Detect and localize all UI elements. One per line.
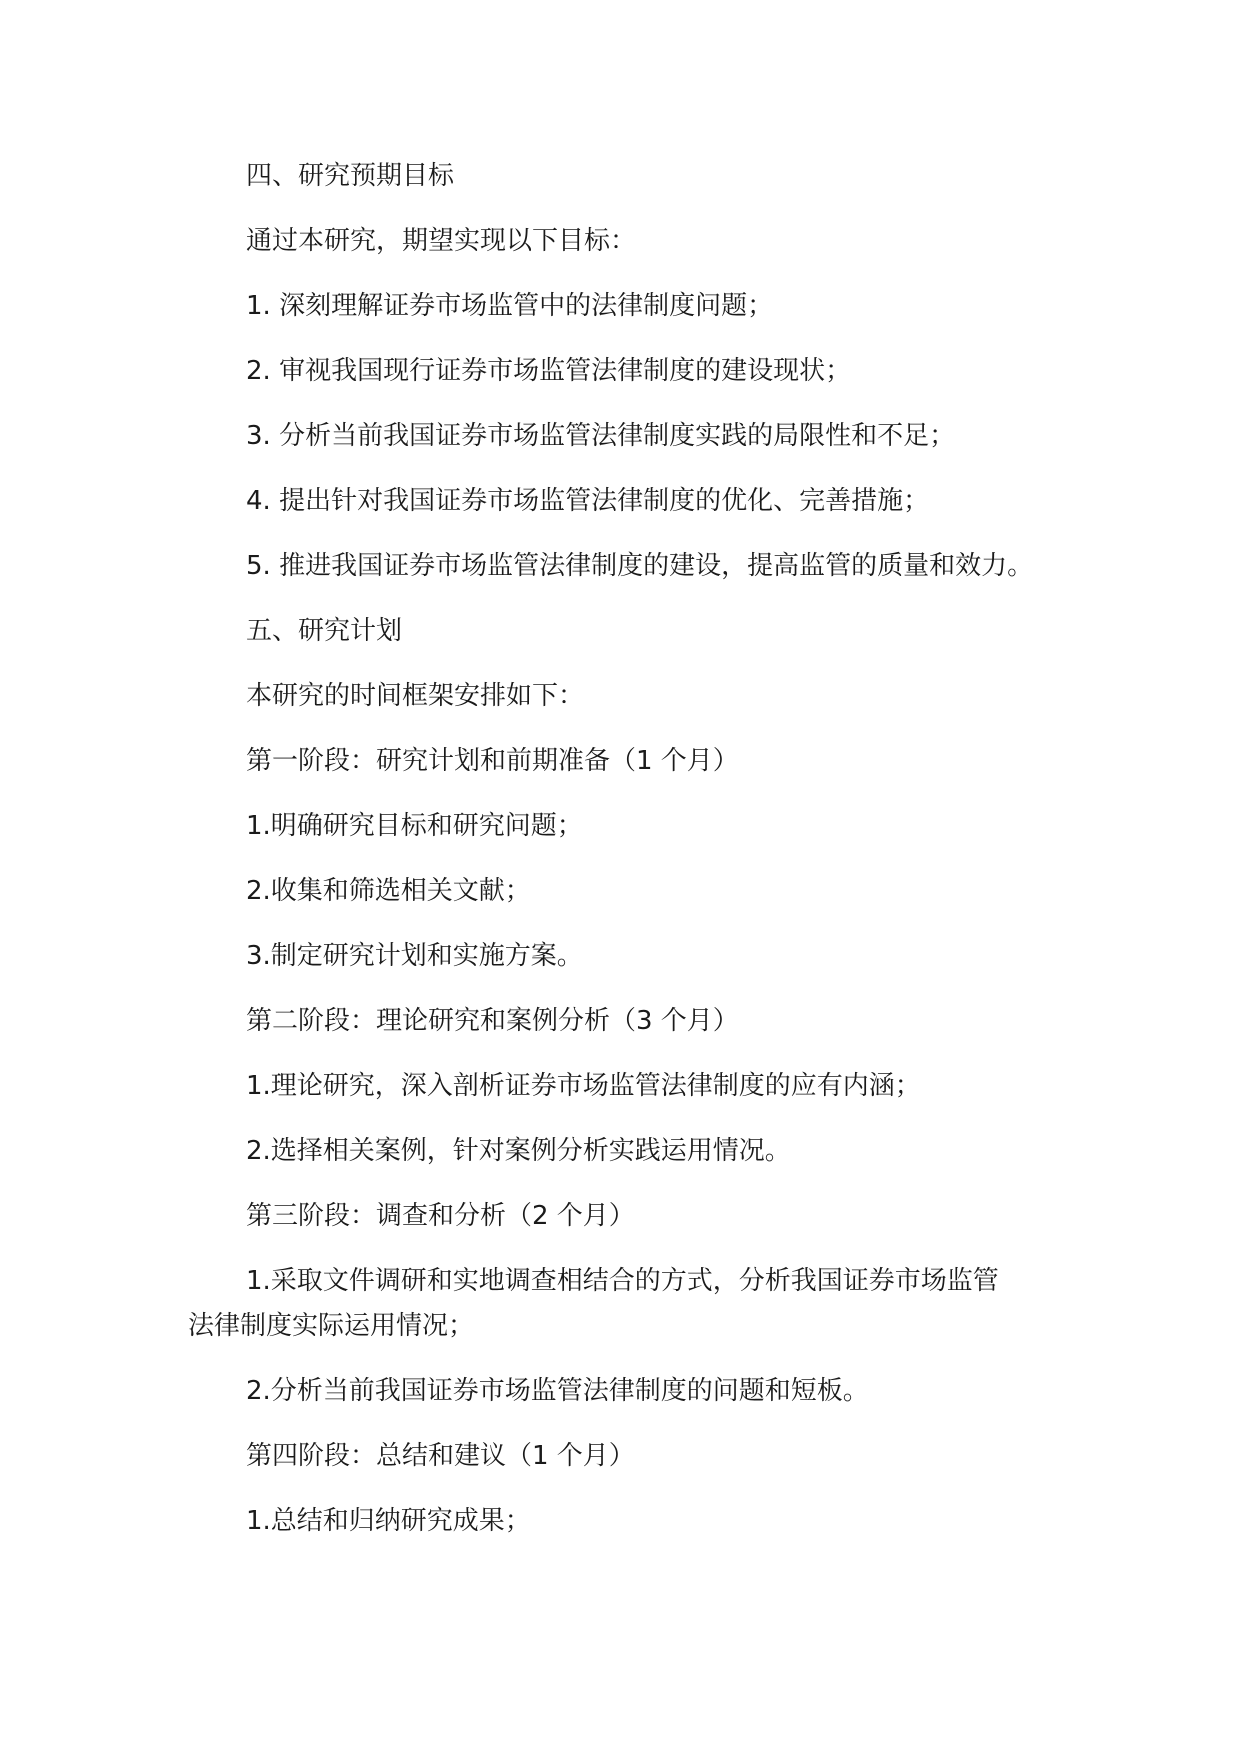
phase-1-item-3: 3.制定研究计划和实施方案。 [246, 941, 583, 971]
phase-3-item-1-continued: 法律制度实际运用情况； [188, 1311, 475, 1341]
phase-1-item-1: 1.明确研究目标和研究问题； [246, 811, 583, 841]
goal-item-1: 1. 深刻理解证券市场监管中的法律制度问题； [246, 291, 774, 321]
phase-1-heading: 第一阶段：研究计划和前期准备（1 个月） [246, 746, 739, 776]
phase-4-item-1: 1.总结和归纳研究成果； [246, 1506, 531, 1536]
phase-3-item-1: 1.采取文件调研和实地调查相结合的方式，分析我国证券市场监管 [246, 1266, 999, 1296]
phase-3-heading: 第三阶段：调查和分析（2 个月） [246, 1201, 635, 1231]
paragraph-intro-plan: 本研究的时间框架安排如下： [246, 681, 585, 711]
goal-item-2: 2. 审视我国现行证券市场监管法律制度的建设现状； [246, 356, 852, 386]
goal-item-4: 4. 提出针对我国证券市场监管法律制度的优化、完善措施； [246, 486, 930, 516]
phase-4-heading: 第四阶段：总结和建议（1 个月） [246, 1441, 635, 1471]
phase-2-item-1: 1.理论研究，深入剖析证券市场监管法律制度的应有内涵； [246, 1071, 921, 1101]
goal-item-3: 3. 分析当前我国证券市场监管法律制度实践的局限性和不足； [246, 421, 956, 451]
goal-item-5: 5. 推进我国证券市场监管法律制度的建设，提高监管的质量和效力。 [246, 551, 1034, 581]
phase-2-item-2: 2.选择相关案例，针对案例分析实践运用情况。 [246, 1136, 791, 1166]
section-heading-5: 五、研究计划 [246, 616, 403, 646]
section-heading-4: 四、研究预期目标 [246, 161, 455, 191]
phase-3-item-2: 2.分析当前我国证券市场监管法律制度的问题和短板。 [246, 1376, 869, 1406]
phase-2-heading: 第二阶段：理论研究和案例分析（3 个月） [246, 1006, 739, 1036]
paragraph-intro-goals: 通过本研究，期望实现以下目标： [246, 226, 637, 256]
phase-1-item-2: 2.收集和筛选相关文献； [246, 876, 531, 906]
